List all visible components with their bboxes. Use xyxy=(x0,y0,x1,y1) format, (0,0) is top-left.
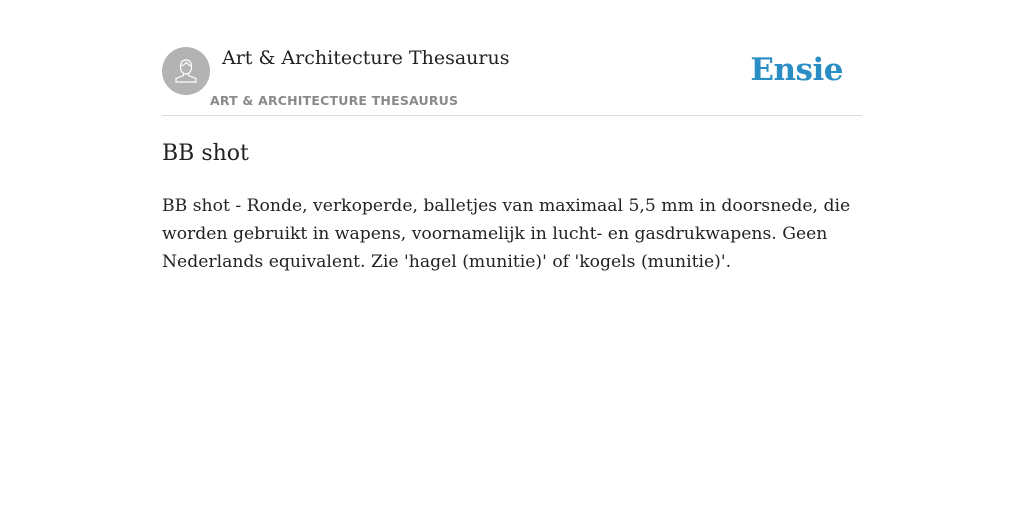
author-name-link[interactable]: Art & Architecture Thesaurus xyxy=(222,47,510,69)
header xyxy=(162,0,862,116)
user-icon xyxy=(171,56,201,86)
page-container xyxy=(162,0,862,512)
brand-logo[interactable]: Ensie xyxy=(750,52,843,88)
author-subtitle: ART & ARCHITECTURE THESAURUS xyxy=(210,93,459,108)
avatar[interactable] xyxy=(162,47,210,95)
definition-text: BB shot - Ronde, verkoperde, balletjes van maximaal 5,5 mm in doorsnede, die worden gebruikt in wapens, voornamelijk in lucht- en gasdrukwapens. Geen Nederlands equivalent. Zie 'hagel (munitie)' of 'kogels (munitie)'. xyxy=(162,196,851,272)
page-title: BB shot xyxy=(162,141,249,166)
